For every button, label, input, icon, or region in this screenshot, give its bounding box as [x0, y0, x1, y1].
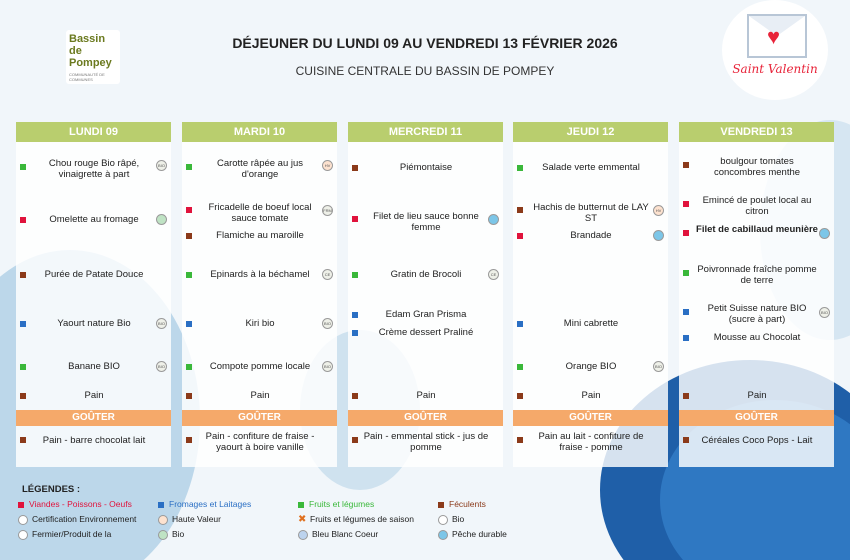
- day-header: LUNDI 09: [16, 122, 171, 142]
- certification-icon: CE: [322, 269, 333, 280]
- bio-label-icon: BIO: [156, 361, 167, 372]
- peche-durable-icon: [819, 228, 830, 239]
- day-column-thursday: JEUDI 12 Salade verte emmental Hachis de butternut de LAY ST HV Brandade Mini cabrette Orange BIO BIO Pain GOÛTER Pain au lait - confiture de fraise - pomme: [513, 122, 668, 467]
- haute-valeur-icon: [158, 515, 168, 525]
- legend-bio: Bio: [438, 514, 464, 525]
- legend-feculents: Féculents: [438, 499, 486, 509]
- haute-valeur-icon: HV: [322, 160, 333, 171]
- day-column-monday: LUNDI 09 Chou rouge Bio râpé, vinaigrette à part BIO Omelette au fromage Purée de Patate Douce Yaourt nature Bio BIO Banane BIO BIO Pain GOÛTER Pain - barre chocolat lait: [16, 122, 171, 467]
- day-column-tuesday: MARDI 10 Carotte râpée au jus d'orange HV Fricadelle de boeuf local sauce tomate FRM Flamiche au maroille Epinards à la béchamel CE Kiri bio BIO Compote pomme locale BIO Pain GOÛTER Pain - confiture de fraise - yaourt à boire vanille: [182, 122, 337, 467]
- saint-valentin-badge: ♥ Saint Valentin: [722, 0, 828, 100]
- legend-bleu-blanc-coeur: Bleu Blanc Coeur: [298, 529, 378, 540]
- fermier-icon: [18, 530, 28, 540]
- envelope-icon: [747, 14, 807, 58]
- bio-label-icon: BIO: [156, 318, 167, 329]
- gouter-header: GOÛTER: [513, 410, 668, 426]
- gouter-header: GOÛTER: [679, 410, 834, 426]
- saison-icon: ✖: [298, 513, 307, 525]
- legend-fermier: Fermier/Produit de la: [18, 529, 111, 540]
- heart-icon: ♥: [767, 24, 781, 49]
- legend-viandes: Viandes - Poissons - Oeufs: [18, 499, 132, 509]
- certification-icon: [18, 515, 28, 525]
- peche-durable-icon: [653, 230, 664, 241]
- bio-eu-icon: [158, 530, 168, 540]
- bio-label-icon: BIO: [819, 307, 830, 318]
- day-header: VENDREDI 13: [679, 122, 834, 142]
- gouter-header: GOÛTER: [182, 410, 337, 426]
- bassin-de-pompey-logo: Bassin de Pompey COMMUNAUTÉ DE COMMUNES: [66, 30, 120, 84]
- legend-certification: Certification Environnement: [18, 514, 136, 525]
- bleu-blanc-coeur-icon: [298, 530, 308, 540]
- legend: [18, 484, 578, 558]
- legend-haute-valeur: Haute Valeur: [158, 514, 221, 525]
- day-header: MERCREDI 11: [348, 122, 503, 142]
- bio-label-icon: BIO: [322, 318, 333, 329]
- page-header: [0, 0, 850, 110]
- day-column-friday: VENDREDI 13 boulgour tomates concombres menthe Emincé de poulet local au citron Filet de cabillaud meunière Poivronnade fraîche pomme de terre Petit Suisse nature BIO (sucre à part) BIO Mousse au Chocolat Pain GOÛTER Céréales Coco Pops - Lait: [679, 122, 834, 467]
- gouter-header: GOÛTER: [16, 410, 171, 426]
- gouter-header: GOÛTER: [348, 410, 503, 426]
- legend-bio-eu: Bio: [158, 529, 184, 540]
- legend-saison: ✖ Fruits et légumes de saison: [298, 513, 414, 525]
- haute-valeur-icon: HV: [653, 205, 664, 216]
- day-header: JEUDI 12: [513, 122, 668, 142]
- page-subtitle: CUISINE CENTRALE DU BASSIN DE POMPEY: [295, 64, 555, 78]
- legend-peche: Pêche durable: [438, 529, 507, 540]
- bio-icon: [438, 515, 448, 525]
- legend-fruits: Fruits et légumes: [298, 499, 374, 509]
- fermier-icon: FRM: [322, 205, 333, 216]
- day-header: MARDI 10: [182, 122, 337, 142]
- page-title: DÉJEUNER DU LUNDI 09 AU VENDREDI 13 FÉVRIER 2026: [232, 35, 618, 51]
- flag-label-icon: [156, 214, 167, 225]
- day-column-wednesday: MERCREDI 11 Piémontaise Filet de lieu sauce bonne femme Gratin de Brocoli CE Edam Gran Prisma Crème dessert Praliné Pain GOÛTER Pain - emmental stick - jus de pomme: [348, 122, 503, 467]
- peche-durable-icon: [488, 214, 499, 225]
- bio-label-icon: BIO: [653, 361, 664, 372]
- peche-durable-icon: [438, 530, 448, 540]
- bio-label-icon: BIO: [156, 160, 167, 171]
- certification-icon: CE: [488, 269, 499, 280]
- legend-title: LÉGENDES :: [22, 484, 81, 495]
- legend-fromages: Fromages et Laitages: [158, 499, 251, 509]
- bio-label-icon: BIO: [322, 361, 333, 372]
